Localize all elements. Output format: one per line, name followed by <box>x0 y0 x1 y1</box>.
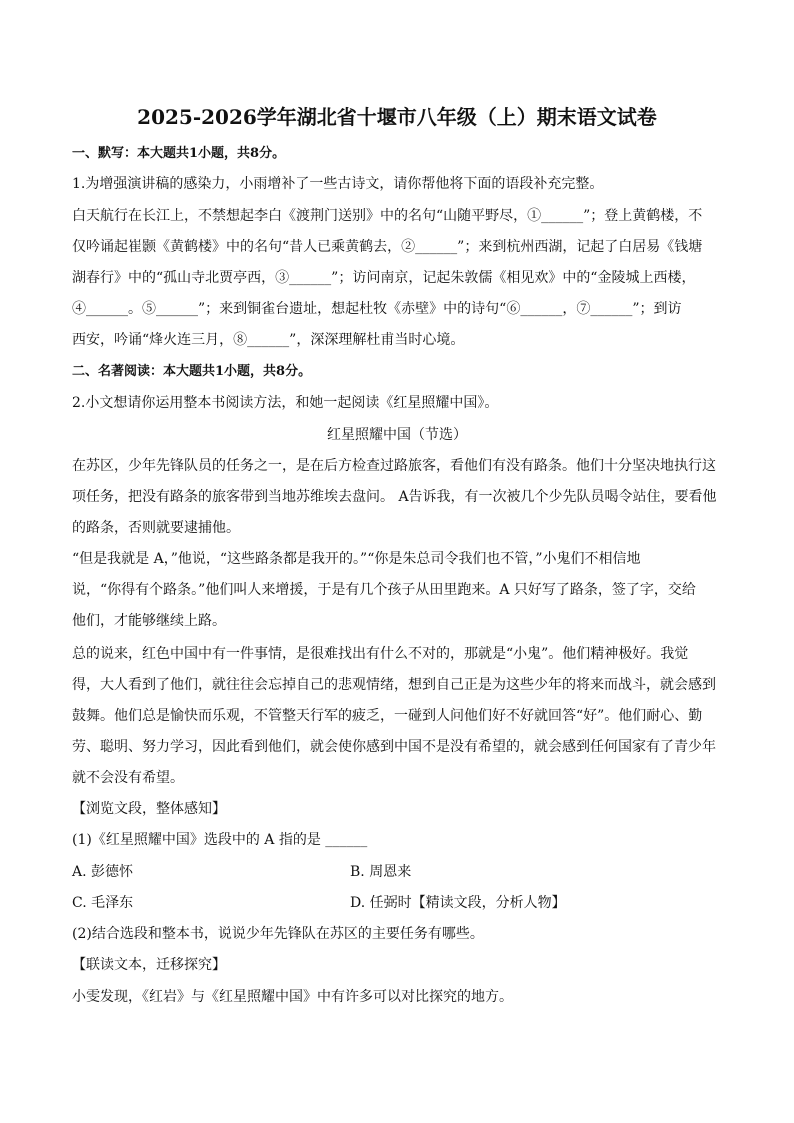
option-c: C. 毛泽东 <box>72 895 134 911</box>
question-1-line: 仅吟诵起崔颢《黄鹤楼》中的名句“昔人已乘黄鹤去，②______”；来到杭州西湖，记起了白居易《钱塘 <box>72 239 703 255</box>
excerpt-line: 说，“你得有个路条。”他们叫人来增援，于是有几个孩子从田里跑来。A 只好写了路条，签了字，交给 <box>72 582 696 598</box>
subheading-overview: 【浏览文段，整体感知】 <box>72 801 226 817</box>
option-a: A. 彭德怀 <box>72 864 134 880</box>
option-b: B. 周恩来 <box>350 864 412 880</box>
sub-question-2: (2)结合选段和整本书，说说少年先锋队在苏区的主要任务有哪些。 <box>72 926 484 942</box>
excerpt-line: 鼓舞。他们总是愉快而乐观，不管整天行军的疲乏，一碰到人问他们好不好就回答“好”。他们耐心、勤 <box>72 708 703 724</box>
excerpt-line: 在苏区，少年先锋队员的任务之一，是在后方检查过路旅客，看他们有没有路条。他们十分坚决地执行这 <box>72 458 716 474</box>
excerpt-line: 的路条，否则就要逮捕他。 <box>72 520 240 536</box>
question-2-prompt: 2.小文想请你运用整本书阅读方法，和她一起阅读《红星照耀中国》。 <box>72 395 499 411</box>
option-d: D. 任弼时【精读文段，分析人物】 <box>350 895 566 911</box>
excerpt-line: 总的说来，红色中国中有一件事情，是很难找出有什么不对的，那就是“小鬼”。他们精神极好。我觉 <box>72 646 689 662</box>
excerpt-line: 就不会没有希望。 <box>72 770 184 786</box>
excerpt-line: 项任务，把没有路条的旅客带到当地苏维埃去盘问。 A告诉我，有一次被几个少先队员喝令站住，要看他 <box>72 489 717 505</box>
excerpt-title: 红星照耀中国（节选） <box>327 427 467 443</box>
excerpt-line: 劳、聪明、努力学习，因此看到他们，就会使你感到中国不是没有希望的，就会感到任何国家有了青少年 <box>72 739 716 755</box>
page-title: 2025-2026学年湖北省十堰市八年级（上）期末语文试卷 <box>137 105 657 129</box>
question-1-line: ④______。⑤______”；来到铜雀台遗址，想起杜牧《赤壁》中的诗句“⑥______，⑦______”；到访 <box>72 301 682 317</box>
subheading-comparison: 【联读文本，迁移探究】 <box>72 957 226 973</box>
comparison-intro: 小雯发现，《红岩》与《红星照耀中国》中有许多可以对比探究的地方。 <box>72 989 513 1005</box>
question-1-line: 西安，吟诵“烽火连三月，⑧______”，深深理解杜甫当时心境。 <box>72 332 465 348</box>
section-heading-dictation: 一、默写：本大题共1小题，共8分。 <box>72 146 286 161</box>
excerpt-line: 得，大人看到了他们，就往往会忘掉自己的悲观情绪，想到自己正是为这些少年的将来而战斗，就会感到 <box>72 677 716 693</box>
excerpt-line: 他们，才能够继续上路。 <box>72 613 226 629</box>
excerpt-line: “但是我就是 A，”他说，“这些路条都是我开的。”“你是朱总司令我们也不管，”小鬼们不相信地 <box>72 551 641 567</box>
sub-question-1: (1)《红星照耀中国》选段中的 A 指的是 ______ <box>72 832 368 848</box>
question-1-line: 白天航行在长江上，不禁想起李白《渡荆门送别》中的名句“山随平野尽，①______”；登上黄鹤楼，不 <box>72 208 703 224</box>
section-heading-reading: 二、名著阅读：本大题共1小题，共8分。 <box>72 364 312 379</box>
question-1-prompt: 1.为增强演讲稿的感染力，小雨增补了一些古诗文，请你帮他将下面的语段补充完整。 <box>72 176 604 192</box>
question-1-line: 湖春行》中的“孤山寺北贾亭西，③______”；访问南京，记起朱敦儒《相见欢》中的“金陵城上西楼， <box>72 270 696 286</box>
